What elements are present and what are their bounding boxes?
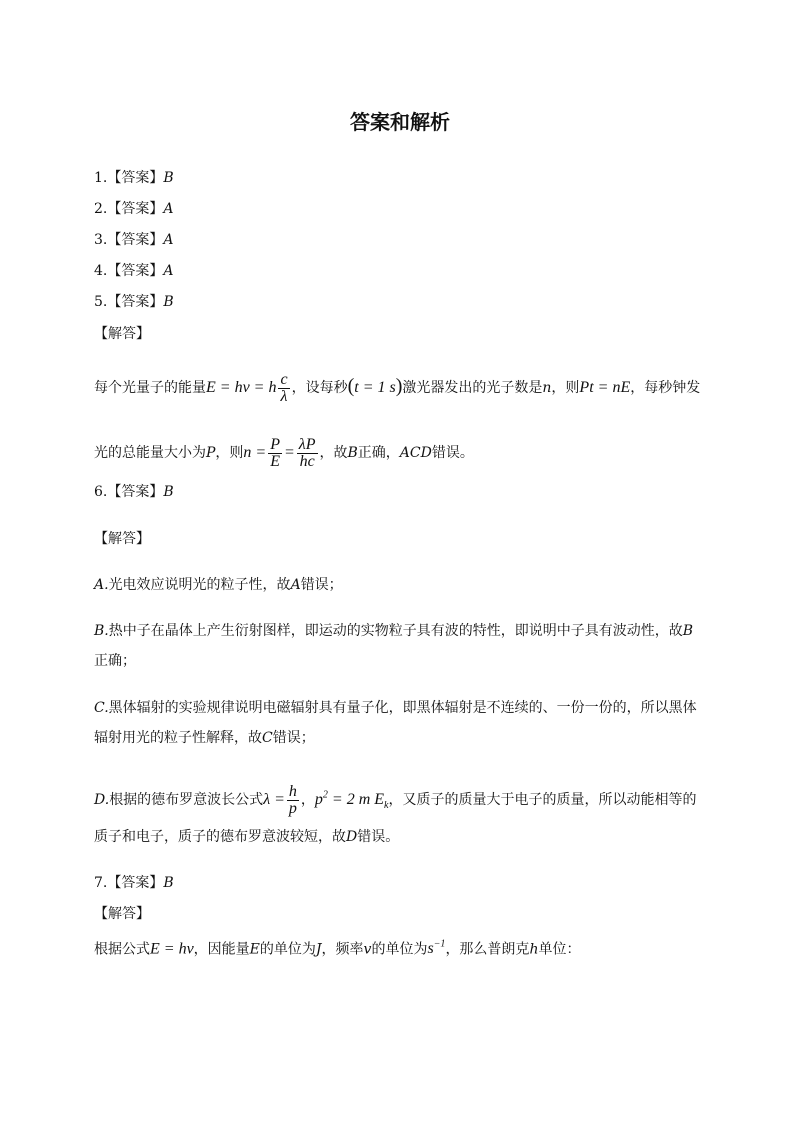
analysis-label-6: 【解答】 [94, 531, 150, 547]
answer-line-7: 7.【答案】B [94, 875, 174, 891]
q6-option-c-line-1: C.黑体辐射的实验规律说明电磁辐射具有量子化，即黑体辐射是不连续的、一份一份的，所以黑体 [94, 700, 697, 716]
answer-line-3: 3.【答案】A [94, 232, 174, 248]
answer-line-4: 4.【答案】A [94, 263, 174, 279]
answer-line-5: 5.【答案】B [94, 294, 174, 310]
page-title: 答案和解析 [350, 110, 450, 134]
formula-energy: E = hν = h $\frac{c}{\lambda}$ [206, 371, 288, 405]
q6-option-b-line-2: 正确； [94, 653, 136, 669]
formula-time: (t = 1 s) [347, 375, 403, 398]
analysis-label-5: 【解答】 [94, 326, 150, 342]
q6-option-b-line-1: B.热中子在晶体上产生衍射图样，即运动的实物粒子具有波的特性，即说明中子具有波动性，故B [94, 623, 694, 639]
analysis-label-7: 【解答】 [94, 906, 150, 922]
q5-line-1: 每个光量子的能量E = hν = h $\frac{c}{\lambda}$ ，设每秒(t = 1 s)激光器发出的光子数是n，则Pt = nE，每秒钟发 [94, 371, 701, 405]
formula-pt: Pt = nE [579, 379, 631, 397]
answer-line-6: 6.【答案】B [94, 484, 174, 500]
q6-option-a: A.光电效应说明光的粒子性，故A错误； [94, 577, 343, 593]
q7-line-1: 根据公式E = hν，因能量E的单位为J，频率v的单位为$s^{-1}$，那么普朗克h单位： [94, 939, 581, 958]
q5-line-2: 光的总能量大小为P，则n = $\frac{P}{E}$ = $\frac{\lambda P}{hc}$ ，故B正确，ACD错误。 [94, 436, 474, 470]
formula-e-hv: E = hν [150, 940, 194, 958]
q6-option-d-line-2: 质子和电子，质子的德布罗意波较短，故D错误。 [94, 829, 400, 845]
formula-n: n = $\frac{P}{E}$ = $\frac{\lambda P}{hc}$ [243, 436, 316, 470]
q6-option-d-line-1: D.根据的德布罗意波长公式λ = $\frac{h}{p}$ ，$p^2 = 2$ m $E_k$，又质子的质量大于电子的质量，所以动能相等的 [94, 783, 697, 817]
formula-de-broglie: λ = $\frac{h}{p}$ [263, 783, 297, 817]
answer-line-1: 1.【答案】B [94, 170, 174, 186]
q6-option-c-line-2: 辐射用光的粒子性解释，故C错误； [94, 730, 315, 746]
answer-line-2: 2.【答案】A [94, 201, 174, 217]
formula-momentum: $p^2 = 2$ m $E_k$ [314, 789, 389, 812]
formula-s-inverse: $s^{-1}$ [427, 939, 446, 958]
